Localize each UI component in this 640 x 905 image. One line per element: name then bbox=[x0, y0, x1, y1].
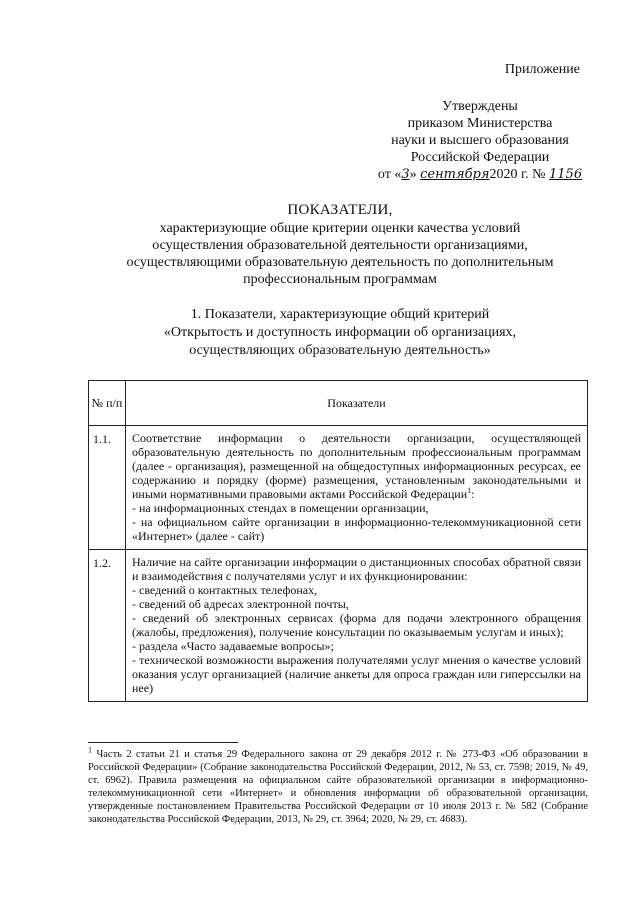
indicators-table bbox=[88, 380, 588, 702]
approval-block bbox=[360, 98, 600, 183]
table-row bbox=[89, 426, 588, 550]
order-mid: » bbox=[409, 167, 417, 182]
table-header-row bbox=[89, 381, 588, 426]
indicator-item: - на информационных стендах в помещении организации, bbox=[132, 501, 429, 515]
indicator-item: - раздела «Часто задаваемые вопросы»; bbox=[132, 639, 334, 653]
section-heading bbox=[60, 306, 620, 360]
footnote-text: Часть 2 статьи 21 и статья 29 Федерального закона от 29 декабря 2012 г. № 273-ФЗ «Об образовании в Российской Федерации» (Собрание законодательства Российской Федерации, 2012, № 53, ст. 7598; 2019, № 49, ст. 6962). Правила размещения на официальном сайте образовательной организации в информационно-телекоммуникационной сети «Интернет» и обновления информации об образовательной организации, утвержденные постановлением Правительства Российской Федерации от 10 июля 2013 г. № 582 (Собрание законодательства Российской Федерации, 2013, № 29, ст. 3964; 2020, № 29, ст. 4683). bbox=[88, 749, 589, 825]
indicator-item: - сведений об адресах электронной почты, bbox=[132, 597, 349, 611]
footnote bbox=[88, 745, 589, 826]
row-number: 1.2. bbox=[89, 550, 126, 702]
title-line: профессиональным программам bbox=[243, 272, 437, 287]
order-number: 1156 bbox=[549, 167, 583, 182]
approval-line: приказом Министерства bbox=[407, 116, 553, 131]
indicator-text: Наличие на сайте организации информации о дистанционных способах обратной связи и взаимодействия с получателями услуг и их функционировании: bbox=[132, 555, 581, 583]
indicator-item: - сведений об электронных сервисах (форма для подачи электронного обращения (жалобы, предложения), получение консультации по оказываемым услугам и иных); bbox=[132, 611, 581, 639]
indicator-tail: : bbox=[471, 487, 475, 501]
order-year: 2020 г. № bbox=[489, 167, 546, 182]
title-line: характеризующие общие критерии оценки качества условий bbox=[159, 221, 521, 236]
column-header-indicator: Показатели bbox=[126, 381, 588, 426]
appendix-label: Приложение bbox=[504, 62, 580, 77]
order-month: сентября bbox=[420, 167, 490, 182]
title-line: осуществляющими образовательную деятельность по дополнительным bbox=[126, 255, 554, 270]
indicator-item: - сведений о контактных телефонах, bbox=[132, 583, 318, 597]
title-main: ПОКАЗАТЕЛИ, bbox=[287, 202, 393, 218]
section-line: осуществляющих образовательную деятельность» bbox=[189, 343, 491, 358]
section-line: 1. Показатели, характеризующие общий критерий bbox=[190, 307, 490, 322]
order-day: 3 bbox=[401, 167, 410, 182]
indicator-text bbox=[132, 431, 581, 501]
approval-line: Российской Федерации bbox=[410, 150, 550, 165]
row-number: 1.1. bbox=[89, 426, 126, 550]
order-prefix: от « bbox=[377, 167, 402, 182]
section-line: «Открытость и доступность информации об организациях, bbox=[163, 325, 517, 340]
column-header-number: № п/п bbox=[89, 381, 126, 426]
order-date-line bbox=[360, 166, 600, 183]
approval-line: Утверждены bbox=[442, 99, 518, 114]
footnote-mark: 1 bbox=[88, 745, 92, 755]
table-row bbox=[89, 550, 588, 702]
indicator-item: - технической возможности выражения получателями услуг мнения о качестве условий оказания услуг организацией (наличие анкеты для опроса граждан или гиперссылки на нее) bbox=[132, 653, 581, 695]
approval-line: науки и высшего образования bbox=[391, 133, 569, 148]
indicator-main: Соответствие информации о деятельности организации, осуществляющей образовательную деятельность по дополнительным профессиональным программам (далее - организация), размещенной на общедоступных информационных ресурсах, ее содержанию и порядку (форме) размещения, установленным законодательными и иными нормативными правовыми актами Российской Федерации bbox=[132, 431, 581, 501]
indicator-item: - на официальном сайте организации в информационно-телекоммуникационной сети «Интернет» (далее - сайт) bbox=[132, 515, 581, 543]
footnote-divider bbox=[88, 742, 238, 743]
row-indicator bbox=[126, 550, 588, 702]
title-line: осуществления образовательной деятельности организациями, bbox=[152, 238, 528, 253]
document-title bbox=[60, 202, 620, 288]
row-indicator bbox=[126, 426, 588, 550]
footnote-ref: 1 bbox=[467, 486, 472, 495]
